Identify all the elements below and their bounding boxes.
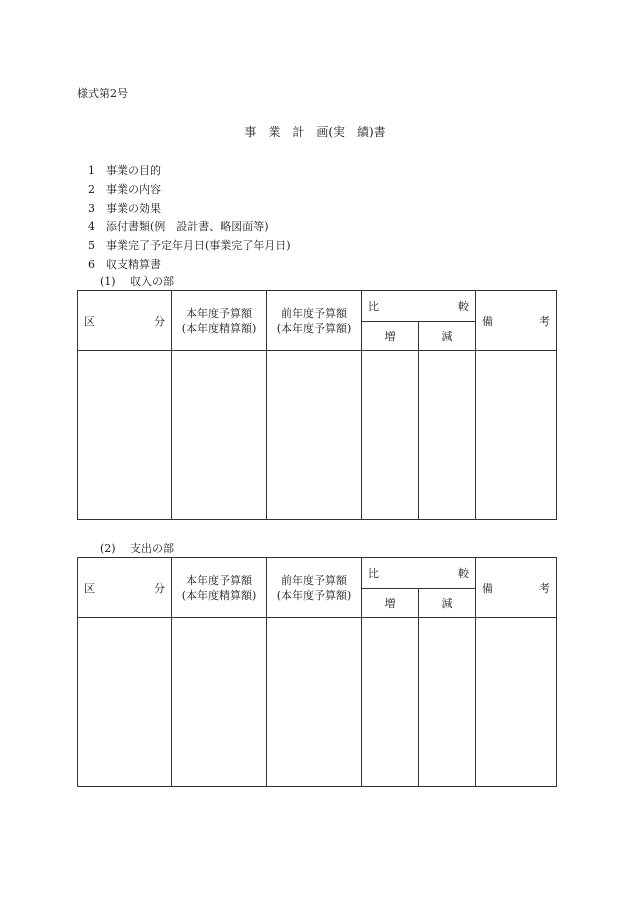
cell-decrease[interactable] [419, 618, 476, 787]
header-compare-right: 較 [458, 300, 469, 313]
header-kubun-right: 分 [154, 314, 165, 328]
section-heading-income [100, 273, 174, 289]
header-remarks-left: 備 [482, 581, 493, 595]
cell-current-budget[interactable] [172, 351, 267, 520]
header-remarks [476, 291, 557, 351]
header-previous-line1: 前年度予算額 [281, 306, 347, 320]
header-kubun-left: 区 [84, 314, 95, 328]
header-remarks-right: 考 [539, 314, 550, 328]
cell-increase[interactable] [362, 351, 419, 520]
header-current-budget [172, 558, 267, 618]
header-increase: 増 [362, 589, 419, 618]
header-current-budget [172, 291, 267, 351]
cell-kubun[interactable] [78, 618, 172, 787]
header-previous-budget [267, 558, 362, 618]
item-number: 2 [88, 183, 95, 196]
header-comparison [362, 558, 476, 589]
header-compare-right: 較 [458, 567, 469, 580]
section-label: 支出の部 [130, 542, 174, 555]
item-text: 事業完了予定年月日(事業完了年月日) [106, 239, 291, 252]
cell-remarks[interactable] [476, 618, 557, 787]
list-item [88, 162, 161, 178]
section-number: (2) [100, 542, 116, 555]
cell-current-budget[interactable] [172, 618, 267, 787]
expense-table [77, 557, 557, 787]
header-compare-left: 比 [368, 567, 379, 580]
header-previous-line2: (本年度予算額) [276, 321, 352, 335]
cell-previous-budget[interactable] [267, 351, 362, 520]
item-text: 収支精算書 [106, 258, 161, 271]
header-current-line2: (本年度精算額) [181, 588, 257, 602]
header-compare-left: 比 [368, 300, 379, 313]
list-item [88, 200, 161, 216]
income-table [77, 290, 557, 520]
header-current-line1: 本年度予算額 [186, 573, 252, 587]
section-label: 収入の部 [130, 275, 174, 288]
header-current-line2: (本年度精算額) [181, 321, 257, 335]
item-number: 4 [88, 220, 95, 233]
header-previous-line2: (本年度予算額) [276, 588, 352, 602]
cell-kubun[interactable] [78, 351, 172, 520]
header-kubun-left: 区 [84, 581, 95, 595]
item-number: 5 [88, 239, 95, 252]
cell-decrease[interactable] [419, 351, 476, 520]
item-number: 6 [88, 258, 95, 271]
item-text: 事業の目的 [106, 164, 161, 177]
cell-previous-budget[interactable] [267, 618, 362, 787]
cell-increase[interactable] [362, 618, 419, 787]
form-number: 様式第2号 [77, 87, 128, 100]
header-decrease: 減 [419, 589, 476, 618]
item-text: 添付書類(例 設計書、略図面等) [106, 220, 269, 233]
header-decrease: 減 [419, 322, 476, 351]
list-item [88, 256, 161, 272]
header-kubun [78, 291, 172, 351]
document-title: 事 業 計 画(実 績)書 [244, 125, 386, 139]
item-number: 3 [88, 202, 95, 215]
header-comparison [362, 291, 476, 322]
header-remarks-left: 備 [482, 314, 493, 328]
item-number: 1 [88, 164, 95, 177]
list-item [88, 218, 269, 234]
header-previous-line1: 前年度予算額 [281, 573, 347, 587]
list-item [88, 237, 291, 253]
item-text: 事業の効果 [106, 202, 161, 215]
cell-remarks[interactable] [476, 351, 557, 520]
section-heading-expense [100, 540, 174, 556]
header-remarks [476, 558, 557, 618]
header-current-line1: 本年度予算額 [186, 306, 252, 320]
header-remarks-right: 考 [539, 581, 550, 595]
header-kubun [78, 558, 172, 618]
item-text: 事業の内容 [106, 183, 161, 196]
header-previous-budget [267, 291, 362, 351]
header-kubun-right: 分 [154, 581, 165, 595]
list-item [88, 181, 161, 197]
header-increase: 増 [362, 322, 419, 351]
section-number: (1) [100, 275, 116, 288]
